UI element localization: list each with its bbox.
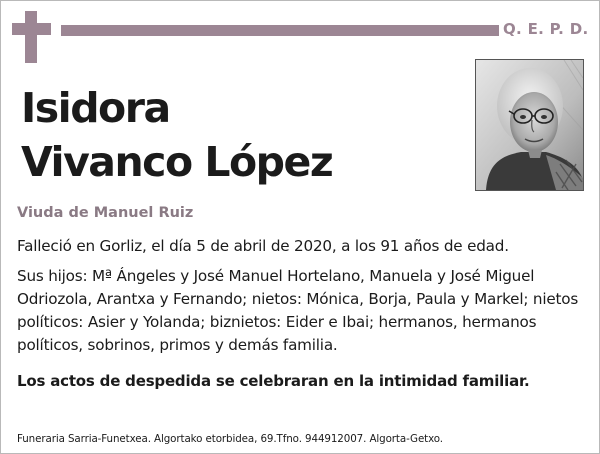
funeral-home-footer: Funeraria Sarria-Funetxea. Algortako etorbidea, 69.Tfno. 944912007. Algorta-Getxo. (17, 433, 443, 445)
header-rule (61, 25, 499, 36)
cross-icon (25, 11, 37, 63)
surnames: Vivanco López (21, 138, 333, 186)
cross-icon-bar (12, 23, 51, 35)
first-name: Isidora (21, 84, 170, 132)
portrait-image (476, 60, 583, 190)
portrait-photo (475, 59, 584, 191)
deceased-name (21, 81, 332, 189)
family-paragraph: Sus hijos: Mª Ángeles y José Manuel Hortelano, Manuela y José Miguel Odriozola, Arantxa y Fernando; nietos: Mónica, Borja, Paula y Markel; nietos políticos: Asier y Yolanda; biznietos: Eider e Ibai; hermanos, hermanos políticos, sobrinos, primos y demás familia. (17, 267, 579, 354)
notice-paragraph: Los actos de despedida se celebraran en la intimidad familiar. (17, 372, 530, 390)
rip-label: Q. E. P. D. (503, 20, 589, 38)
death-paragraph: Falleció en Gorliz, el día 5 de abril de 2020, a los 91 años de edad. (17, 237, 509, 255)
widow-of: Viuda de Manuel Ruiz (17, 205, 194, 221)
